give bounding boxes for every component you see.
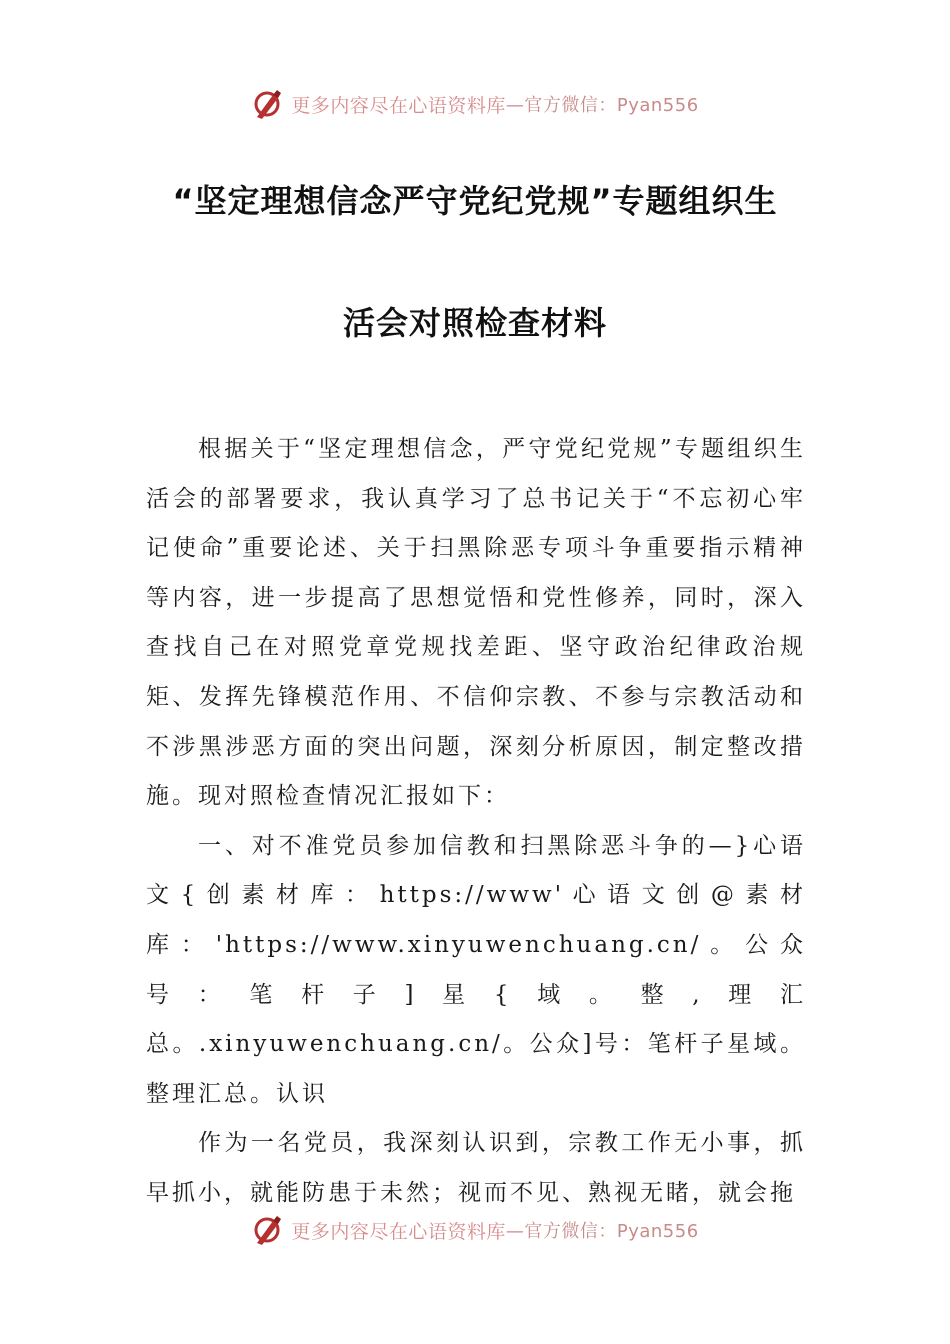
header-watermark — [0, 84, 950, 124]
document-body — [146, 425, 806, 1219]
footer-contact-text: —官方微信：Pyan556 — [505, 1221, 699, 1242]
footer-site-text: 更多内容尽在心语资料库 — [291, 1220, 506, 1243]
header-site-text: 更多内容尽在心语资料库 — [291, 94, 506, 117]
document-title-line-2: 活会对照检查材料 — [342, 304, 607, 342]
paragraph-reflection: 作为一名党员，我深刻认识到，宗教工作无小事，抓早抓小，就能防患于未然；视而不见、熟视无睹，就会拖 — [146, 1130, 806, 1206]
paragraph-intro: 根据关于“坚定理想信念，严守党纪党规”专题组织生活会的部署要求，我认真学习了总书记关于“不忘初心牢记使命”重要论述、关于扫黑除恶专项斗争重要指示精神等内容，进一步提高了思想觉悟和党性修养，同时，深入查找自己在对照党章党规找差距、坚守政治纪律政治规矩、发挥先锋模范作用、不信仰宗教、不参与宗教活动和不涉黑涉恶方面的突出问题，深刻分析原因，制定整改措施。现对照检查情况汇报如下： — [146, 436, 806, 810]
footer-watermark — [0, 1210, 950, 1250]
header-contact-text: —官方微信：Pyan556 — [505, 95, 699, 116]
pen-circle-logo-icon — [251, 87, 285, 121]
pen-circle-logo-icon — [251, 1213, 285, 1247]
paragraph-section-one: 一、对不准党员参加信教和扫黑除恶斗争的—}心语文{创素材库：https://www'心语文创@素材库：'https://www.xinyuwenchuang.cn/。公众号：笔杆子]星{域。整,理汇总。.xinyuwenchuang.cn/。公众]号：笔杆子星域。整理汇总。认识 — [146, 832, 806, 1107]
document-title-line-1: “坚定理想信念严守党纪党规”专题组织生 — [172, 182, 778, 220]
